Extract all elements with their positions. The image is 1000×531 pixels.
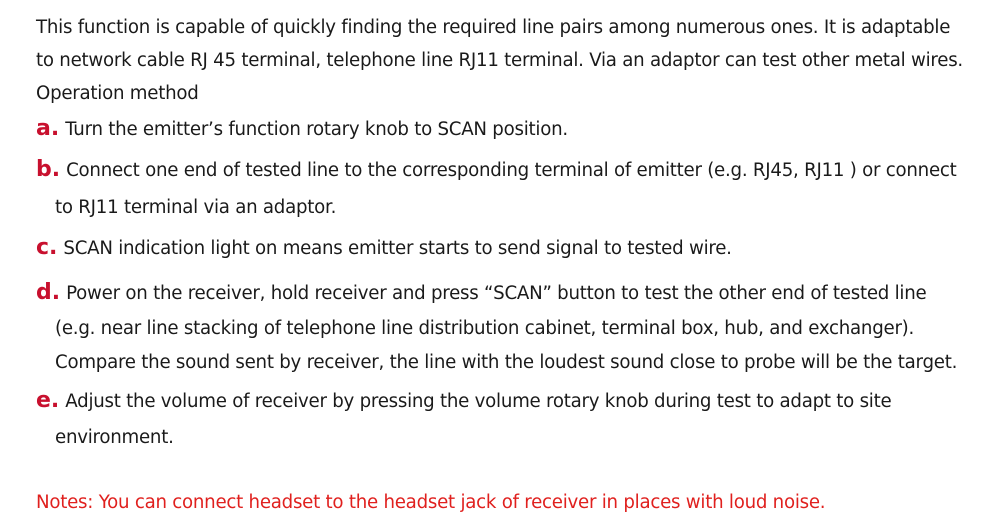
step-marker: c. (36, 235, 58, 260)
step-marker: d. (36, 280, 61, 305)
step-e (36, 389, 891, 414)
section-heading: Operation method (36, 83, 199, 104)
step-marker: b. (36, 157, 61, 182)
step-marker: a. (36, 116, 60, 141)
intro-line-2: to network cable RJ 45 terminal, telephone line RJ11 terminal. Via an adaptor can test other metal wires. (36, 50, 963, 71)
step-d-continuation-2: Compare the sound sent by receiver, the line with the loudest sound close to probe will be the target. (55, 352, 958, 373)
step-text: Power on the receiver, hold receiver and press “SCAN” button to test the other end of tested line (66, 283, 927, 304)
notes-text: Notes: You can connect headset to the headset jack of receiver in places with loud noise. (36, 492, 826, 513)
step-e-continuation: environment. (55, 427, 174, 448)
step-a (36, 117, 568, 142)
step-c (36, 236, 732, 261)
intro-line-1: This function is capable of quickly finding the required line pairs among numerous ones. It is adaptable (36, 17, 951, 38)
step-d (36, 281, 926, 306)
step-marker: e. (36, 388, 60, 413)
step-b (36, 158, 957, 183)
step-text: Turn the emitter’s function rotary knob to SCAN position. (65, 119, 568, 140)
step-d-continuation-1: (e.g. near line stacking of telephone line distribution cabinet, terminal box, hub, and exchanger). (55, 318, 915, 339)
step-text: Connect one end of tested line to the corresponding terminal of emitter (e.g. RJ45, RJ11 ) or connect (66, 160, 957, 181)
step-text: Adjust the volume of receiver by pressing the volume rotary knob during test to adapt to site (65, 391, 892, 412)
step-text: SCAN indication light on means emitter starts to send signal to tested wire. (63, 238, 732, 259)
step-b-continuation: to RJ11 terminal via an adaptor. (55, 197, 337, 218)
